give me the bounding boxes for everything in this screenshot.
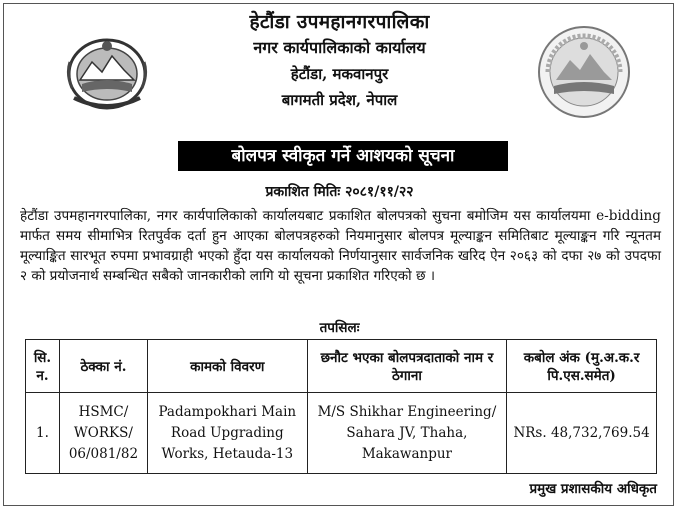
cell-work-description: Padampokhari Main Road Upgrading Works, Hetauda-13 (147, 393, 307, 474)
cell-bid-amount: NRs. 48,732,769.54 (507, 393, 657, 474)
table-title: तपसिलः (319, 320, 360, 336)
cell-serial: 1. (26, 393, 60, 474)
notice-body: हेटौंडा उपमहानगरपालिका, नगर कार्यपालिकाको कार्यालयबाट प्रकाशित बोलपत्रको सुचना बमोजिम यस कार्यालयमा e-bidding मार्फत समय सीमाभित्र रितपुर्वक दर्ता हुन आएका बोलपत्रहरुको नियमानुसार बोलपत्र मूल्याङ्कन समितिबाट मूल्याङ्कन गरि न्यूनतम मूल्याङ्कित सारभूत रुपमा प्रभावग्राही भएको हुँदा यस कार्यालयको निर्णयानुसार सार्वजनिक खरिद ऐन २०६३ को दफा २७ को उपदफा २ को प्रयोजनार्थ सम्बन्धित सबैको जानकारीको लागि यो सूचना प्रकाशित गरिएको छ । (20, 208, 661, 284)
bid-table (25, 339, 657, 474)
cell-contract-no: HSMC/ WORKS/ 06/081/82 (59, 393, 147, 474)
header-contract-no: ठेक्का नं. (59, 340, 147, 393)
office-address: हेटौंडा, मकवानपुर (290, 65, 389, 83)
table-header-row (26, 340, 657, 393)
header-bid-amount: कबोल अंक (मु.अ.क.र पि.एस.समेत) (507, 340, 657, 393)
office-name: नगर कार्यपालिकाको कार्यालय (253, 38, 426, 57)
cell-bidder: M/S Shikhar Engineering/ Sahara JV, Thaha, Makawanpur (307, 393, 507, 474)
municipality-name: हेटौंडा उपमहानगरपालिका (249, 11, 430, 33)
header-bidder: छनौट भएका बोलपत्रदाताको नाम र ठेगाना (307, 340, 507, 393)
notice-title: बोलपत्र स्वीकृत गर्ने आशयको सूचना (178, 141, 508, 171)
table-row (26, 393, 657, 474)
header-work-description: कामको विवरण (147, 340, 307, 393)
published-date: प्रकाशित मितिः २०८१/११/२२ (265, 184, 414, 200)
signature-title: प्रमुख प्रशासकीय अधिकृत (529, 481, 657, 497)
header-serial: सि. न. (26, 340, 60, 393)
province-name: बागमती प्रदेश, नेपाल (281, 91, 398, 109)
